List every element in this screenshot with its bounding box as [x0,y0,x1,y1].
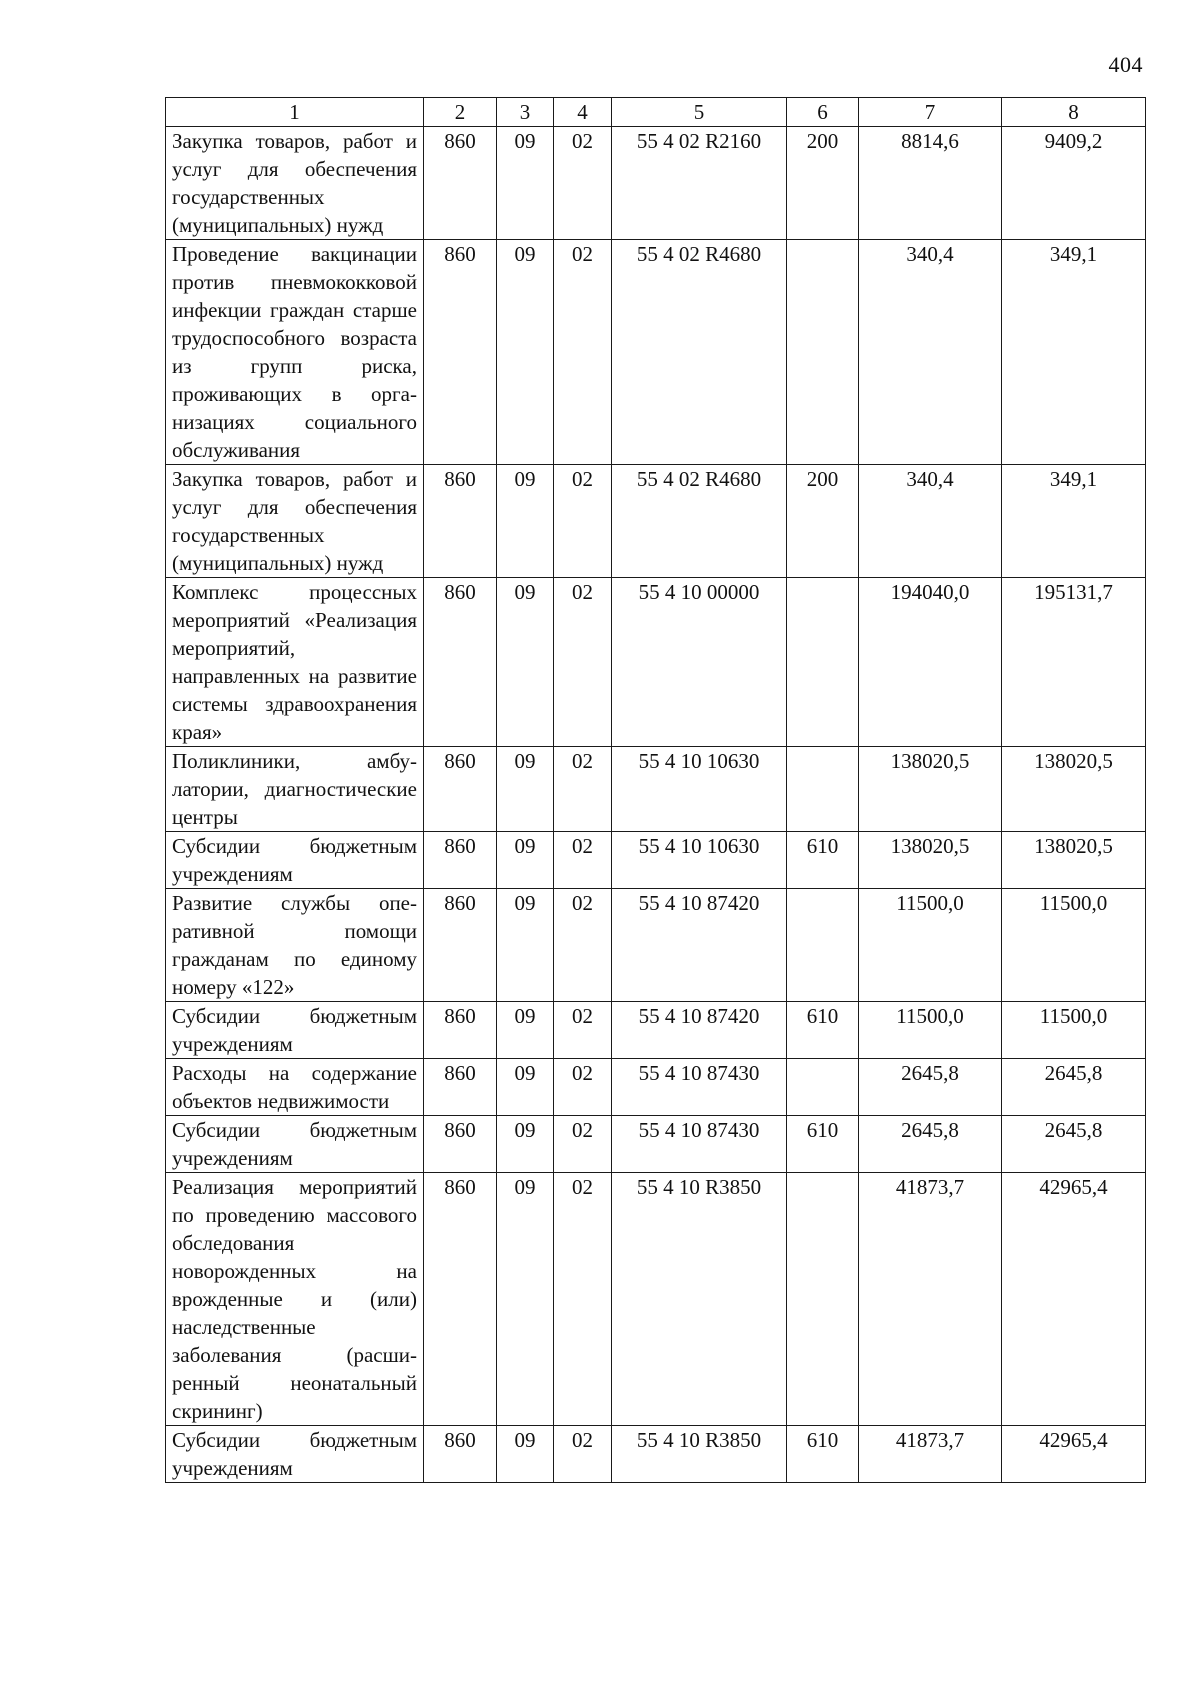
column-header: 7 [859,98,1002,127]
row-col6-cell: 610 [787,1002,859,1059]
row-col8-cell: 11500,0 [1002,889,1146,1002]
row-col4-cell: 02 [554,240,612,465]
row-col3-cell: 09 [497,1002,554,1059]
row-name-cell: Развитие службы оперативной помощи гражданам по единому номеру «122» [166,889,424,1002]
row-col2-cell: 860 [424,240,497,465]
row-name-cell: Субсидии бюджетным учреждениям [166,1002,424,1059]
row-col2-cell: 860 [424,747,497,832]
row-col2-cell: 860 [424,1173,497,1426]
row-col6-cell: 200 [787,465,859,578]
row-col7-cell: 340,4 [859,465,1002,578]
row-col6-cell: 610 [787,1426,859,1483]
table-row [166,127,1146,240]
row-col3-cell: 09 [497,1116,554,1173]
column-header: 3 [497,98,554,127]
row-col8-cell: 138020,5 [1002,832,1146,889]
row-col5-cell: 55 4 10 87430 [612,1116,787,1173]
row-name-cell: Субсидии бюджетным учреждениям [166,1426,424,1483]
column-header: 8 [1002,98,1146,127]
row-col5-cell: 55 4 10 87420 [612,1002,787,1059]
row-col6-cell [787,1059,859,1116]
row-col6-cell: 200 [787,127,859,240]
row-col7-cell: 340,4 [859,240,1002,465]
row-col4-cell: 02 [554,1173,612,1426]
row-name-cell: Субсидии бюджетным учреждениям [166,832,424,889]
row-col8-cell: 9409,2 [1002,127,1146,240]
row-col3-cell: 09 [497,240,554,465]
row-col4-cell: 02 [554,832,612,889]
row-col3-cell: 09 [497,1426,554,1483]
row-col5-cell: 55 4 10 10630 [612,747,787,832]
row-col4-cell: 02 [554,747,612,832]
table-row [166,1002,1146,1059]
table-row [166,1173,1146,1426]
row-col7-cell: 11500,0 [859,1002,1002,1059]
row-col7-cell: 41873,7 [859,1173,1002,1426]
row-col5-cell: 55 4 10 R3850 [612,1426,787,1483]
row-col3-cell: 09 [497,1059,554,1116]
table-row [166,578,1146,747]
row-name-cell: Закупка товаров, работ и услуг для обеспечения государственных (муниципальных) нужд [166,465,424,578]
row-col3-cell: 09 [497,889,554,1002]
column-header: 6 [787,98,859,127]
row-col8-cell: 2645,8 [1002,1059,1146,1116]
row-col4-cell: 02 [554,1002,612,1059]
page-number: 404 [1108,52,1143,77]
row-col6-cell [787,1173,859,1426]
row-col8-cell: 42965,4 [1002,1173,1146,1426]
row-col2-cell: 860 [424,1426,497,1483]
row-col8-cell: 2645,8 [1002,1116,1146,1173]
row-col3-cell: 09 [497,1173,554,1426]
row-col4-cell: 02 [554,127,612,240]
row-col6-cell [787,747,859,832]
table-row [166,889,1146,1002]
row-col8-cell: 42965,4 [1002,1426,1146,1483]
table-body [166,127,1146,1483]
row-name-cell: Проведение вакцинации против пневмококковой инфекции граждан старше трудоспособного возраста из групп риска, проживающих в организациях социального обслуживания [166,240,424,465]
row-col2-cell: 860 [424,1116,497,1173]
row-col6-cell: 610 [787,1116,859,1173]
row-col4-cell: 02 [554,889,612,1002]
row-col2-cell: 860 [424,1059,497,1116]
row-name-cell: Субсидии бюджетным учреждениям [166,1116,424,1173]
row-col6-cell [787,240,859,465]
row-col5-cell: 55 4 02 R2160 [612,127,787,240]
row-col2-cell: 860 [424,578,497,747]
row-col3-cell: 09 [497,578,554,747]
row-name-cell: Комплекс процессных мероприятий «Реализация мероприятий, направленных на развитие системы здравоохранения края» [166,578,424,747]
row-col6-cell [787,889,859,1002]
row-col5-cell: 55 4 02 R4680 [612,465,787,578]
row-col8-cell: 349,1 [1002,465,1146,578]
row-col7-cell: 8814,6 [859,127,1002,240]
row-col7-cell: 2645,8 [859,1059,1002,1116]
table-row [166,1059,1146,1116]
row-col2-cell: 860 [424,465,497,578]
row-col5-cell: 55 4 02 R4680 [612,240,787,465]
table-row [166,1426,1146,1483]
budget-table [165,97,1146,1483]
row-col2-cell: 860 [424,832,497,889]
row-col4-cell: 02 [554,1059,612,1116]
column-header: 1 [166,98,424,127]
row-col4-cell: 02 [554,1426,612,1483]
row-col3-cell: 09 [497,127,554,240]
row-col5-cell: 55 4 10 00000 [612,578,787,747]
table-row [166,465,1146,578]
row-col4-cell: 02 [554,1116,612,1173]
row-col8-cell: 195131,7 [1002,578,1146,747]
row-col5-cell: 55 4 10 R3850 [612,1173,787,1426]
row-col2-cell: 860 [424,127,497,240]
row-col7-cell: 41873,7 [859,1426,1002,1483]
row-col5-cell: 55 4 10 10630 [612,832,787,889]
row-name-cell: Расходы на содержание объектов недвижимости [166,1059,424,1116]
row-col7-cell: 11500,0 [859,889,1002,1002]
row-col4-cell: 02 [554,578,612,747]
row-col7-cell: 194040,0 [859,578,1002,747]
row-col4-cell: 02 [554,465,612,578]
row-col8-cell: 11500,0 [1002,1002,1146,1059]
row-col5-cell: 55 4 10 87430 [612,1059,787,1116]
column-header: 4 [554,98,612,127]
row-col2-cell: 860 [424,1002,497,1059]
row-col7-cell: 138020,5 [859,747,1002,832]
row-col7-cell: 2645,8 [859,1116,1002,1173]
table-row [166,747,1146,832]
row-col8-cell: 349,1 [1002,240,1146,465]
column-header: 5 [612,98,787,127]
row-name-cell: Поликлиники, амбулатории, диагностические центры [166,747,424,832]
header-row [166,98,1146,127]
row-col5-cell: 55 4 10 87420 [612,889,787,1002]
row-col6-cell [787,578,859,747]
row-col3-cell: 09 [497,832,554,889]
table-row [166,832,1146,889]
row-col3-cell: 09 [497,747,554,832]
table-row [166,1116,1146,1173]
row-name-cell: Реализация мероприятий по проведению массового обследования новорожденных на врожденные и (или) наследственные заболевания (расширенный неонатальный скрининг) [166,1173,424,1426]
row-col3-cell: 09 [497,465,554,578]
row-col2-cell: 860 [424,889,497,1002]
row-col6-cell: 610 [787,832,859,889]
row-col7-cell: 138020,5 [859,832,1002,889]
table-row [166,240,1146,465]
column-header: 2 [424,98,497,127]
row-col8-cell: 138020,5 [1002,747,1146,832]
row-name-cell: Закупка товаров, работ и услуг для обеспечения государственных (муниципальных) нужд [166,127,424,240]
